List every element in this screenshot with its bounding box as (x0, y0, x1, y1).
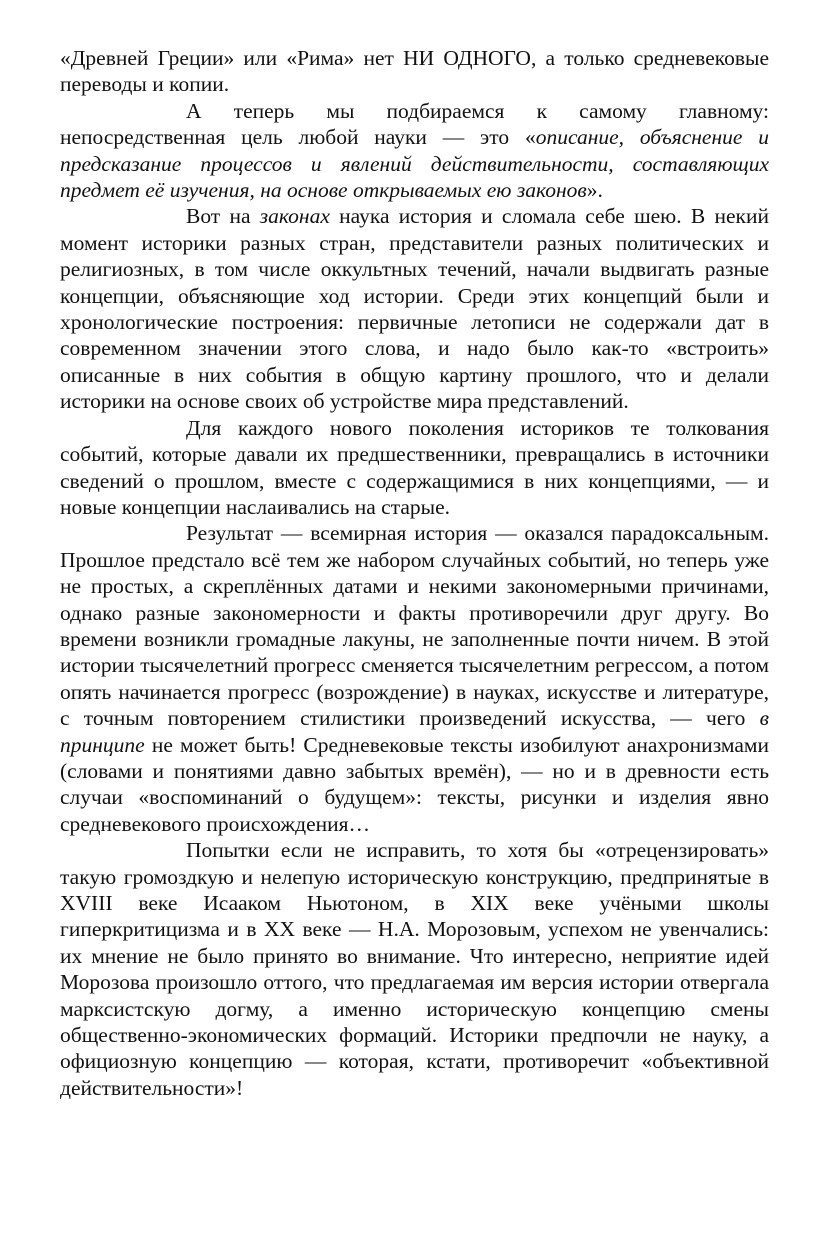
paragraph-6-text: Попытки если не исправить, то хотя бы «отрецензировать» такую громоздкую и нелепую историческую конструкцию, предпринятые в XVIII веке Исааком Ньютоном, в XIX веке учёными школы гиперкритицизма и в XX веке — Н.А. Морозовым, успехом не увенчались: их мнение не было принято во внимание. Что интересно, неприятие идей Морозова произошло оттого, что предлагаемая им версия истории отвергала марксистскую догму, а именно историческую концепцию смены общественно-экономических формаций. Историки предпочли не науку, а официозную концепцию — которая, кстати, противоречит «объективной действительности»! (60, 838, 769, 1100)
paragraph-2-text: А теперь мы подбираемся к самому главному: непосредственная цель любой науки — это « (60, 98, 769, 150)
paragraph-1 (60, 45, 769, 98)
paragraph-4-text: Для каждого нового поколения историков те толкования событий, которые давали их предшественники, превращались в источники сведений о прошлом, вместе с содержащимися в них концепциями, — и новые концепции наслаивались на старые. (60, 415, 769, 519)
paragraph-3-italic-text: законах (259, 204, 330, 229)
paragraph-3 (60, 203, 769, 414)
paragraph-5-text-end: не может быть! Средневековые тексты изобилуют анахронизмами (словами и понятиями давно забытых времён), — но и в древности есть случаи «воспоминаний о будущем»: тексты, рисунки и изделия явно средневекового происхождения… (60, 732, 769, 836)
paragraph-4 (60, 415, 769, 521)
paragraph-3-text: Вот на (186, 204, 260, 229)
paragraph-2-italic-text: описание, объяснение и предсказание процессов и явлений действительности, составляющих предмет её изучения, на основе открываемых ею законов (60, 125, 769, 203)
paragraph-5-text: Результат — всемирная история — оказался парадоксальным. Прошлое предстало всё тем же набором случайных событий, но теперь уже не простых, а скреплённых датами и некими закономерными причинами, однако разные закономерности и факты противоречили друг другу. Во времени возникли громадные лакуны, не заполненные почти ничем. В этой истории тысячелетний прогресс сменяется тысячелетним регрессом, а потом опять начинается прогресс (возрождение) в науках, искусстве и литературе, с точным повторением стилистики произведений искусства, — чего (60, 521, 769, 731)
document-page (60, 45, 769, 1101)
paragraph-3-text-end: наука история и сломала себе шею. В некий момент историки разных стран, представители разных политических и религиозных, в том числе оккультных течений, начали выдвигать разные концепции, объясняющие ход истории. Среди этих концепций были и хронологические построения: первичные летописи не содержали дат в современном значении этого слова, и надо было как-то «встроить» описанные в них события в общую картину прошлого, что и делали историки на основе своих об устройстве мира представлений. (60, 204, 769, 414)
paragraph-5-italic-text: в принципе (60, 706, 769, 757)
paragraph-6 (60, 837, 769, 1101)
paragraph-5 (60, 520, 769, 837)
paragraph-2-text-end: ». (586, 178, 603, 203)
paragraph-1-text: «Древней Греции» или «Рима» нет НИ ОДНОГО, а только средневековые переводы и копии. (60, 46, 769, 97)
paragraph-2 (60, 98, 769, 204)
